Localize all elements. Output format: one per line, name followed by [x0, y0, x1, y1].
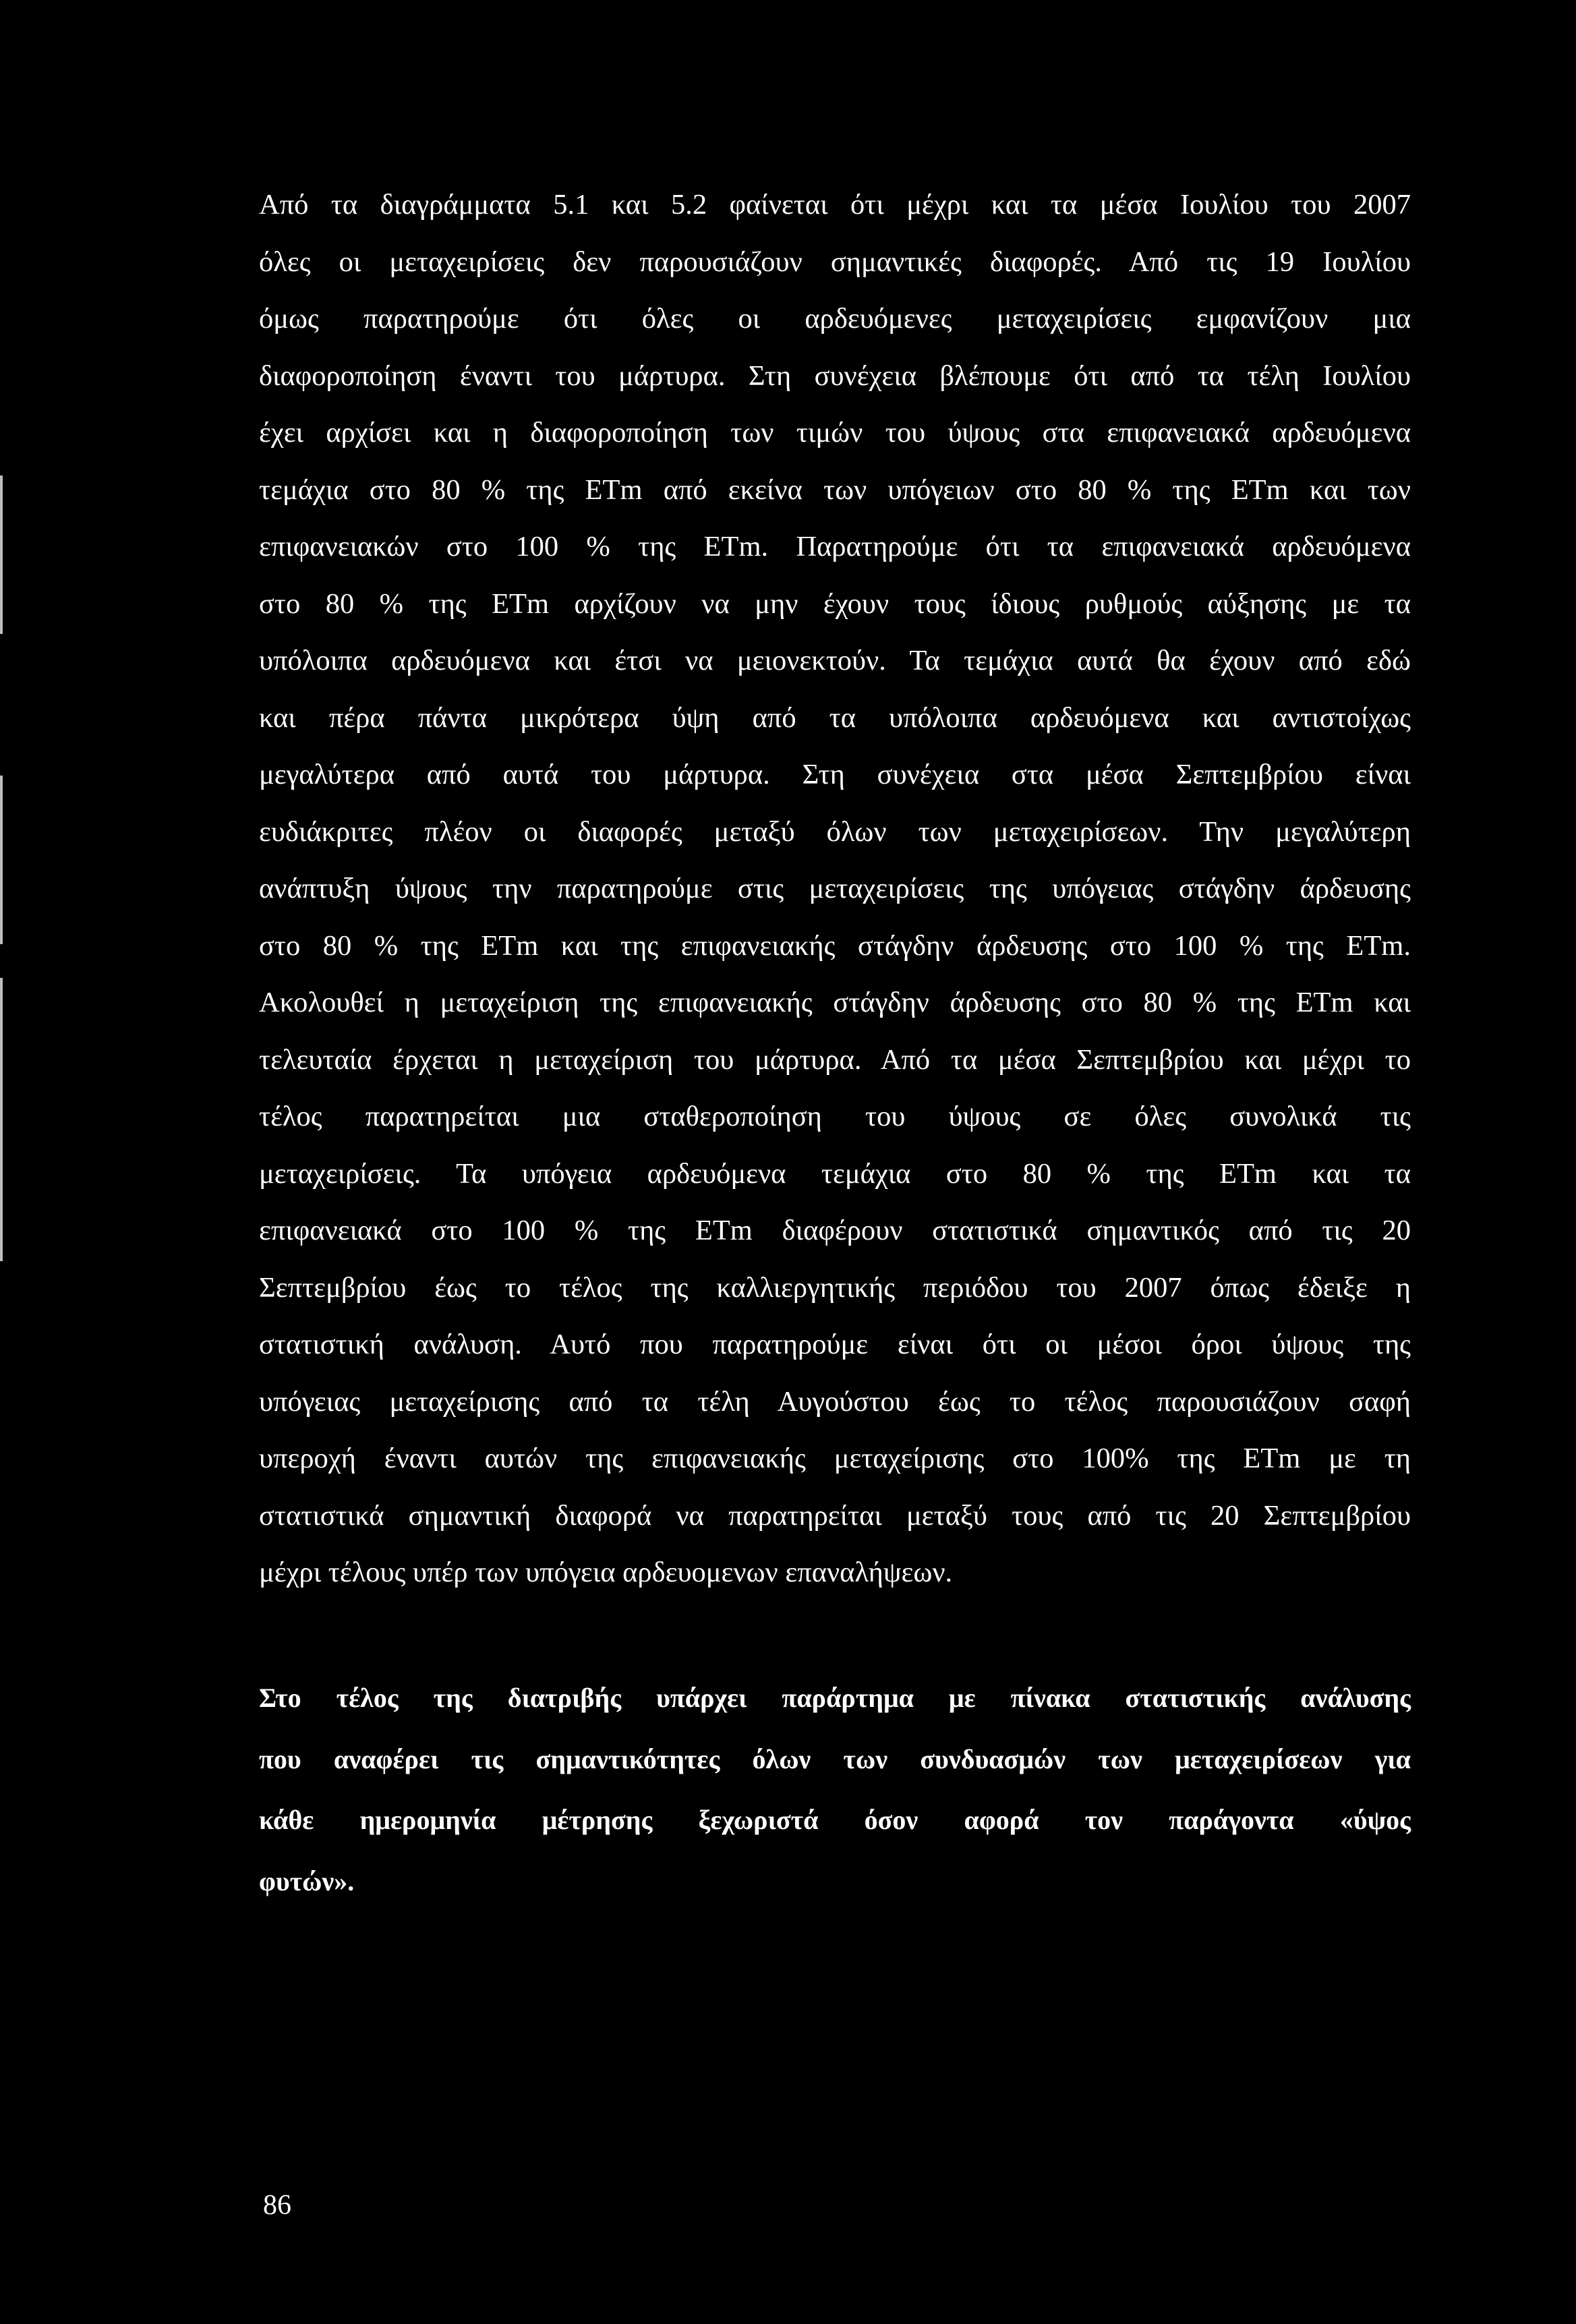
paragraph-line: έχει αρχίσει και η διαφοροποίηση των τιμών του ύψους στα επιφανειακά αρδευόμενα — [259, 417, 1411, 448]
paragraph-line: Ακολουθεί η μεταχείριση της επιφανειακής στάγδην άρδευσης στο 80 % της ETm και — [259, 987, 1411, 1018]
paragraph-line: μέχρι τέλους υπέρ των υπόγεια αρδευομενων επαναλήψεων. — [259, 1557, 953, 1588]
paragraph-line: Από τα διαγράμματα 5.1 και 5.2 φαίνεται ότι μέχρι και τα μέσα Ιουλίου του 2007 — [259, 189, 1411, 221]
paragraph-line: τεμάχια στο 80 % της ETm από εκείνα των υπόγειων στο 80 % της ETm και των — [259, 473, 1411, 506]
paragraph-line: υπόλοιπα αρδευόμενα και έτσι να μειονεκτούν. Τα τεμάχια αυτά θα έχουν από εδώ — [259, 645, 1411, 676]
appendix-note — [259, 1668, 1411, 1912]
paragraph-line: όλες οι μεταχειρίσεις δεν παρουσιάζουν σημαντικές διαφορές. Από τις 19 Ιουλίου — [259, 245, 1411, 278]
paragraph-line: διαφοροποίηση έναντι του μάρτυρα. Στη συνέχεια βλέπουμε ότι από τα τέλη Ιουλίου — [259, 359, 1411, 392]
paragraph-line: Σεπτεμβρίου έως το τέλος της καλλιεργητικής περιόδου του 2007 όπως έδειξε η — [259, 1271, 1411, 1304]
scan-edge-mark — [0, 475, 3, 634]
paragraph-line: τέλος παρατηρείται μια σταθεροποίηση του ύψους σε όλες συνολικά τις — [259, 1101, 1411, 1132]
note-line: κάθε ημερομηνία μέτρησης ξεχωριστά όσον αφορά τον παράγοντα «ύψος — [259, 1805, 1411, 1835]
paragraph-line: επιφανειακών στο 100 % της ETm. Παρατηρούμε ότι τα επιφανειακά αρδευόμενα — [259, 531, 1411, 562]
paragraph-line: και πέρα πάντα μικρότερα ύψη από τα υπόλοιπα αρδευόμενα και αντιστοίχως — [259, 701, 1411, 734]
paragraph-line: μεγαλύτερα από αυτά του μάρτυρα. Στη συνέχεια στα μέσα Σεπτεμβρίου είναι — [259, 759, 1411, 790]
paragraph-line: υπεροχή έναντι αυτών της επιφανειακής μεταχείρισης στο 100% της ETm με τη — [259, 1443, 1411, 1474]
paragraph-line: στο 80 % της ETm και της επιφανειακής στάγδην άρδευσης στο 100 % της ETm. — [259, 929, 1411, 962]
paragraph-line: στατιστική ανάλυση. Αυτό που παρατηρούμε είναι ότι οι μέσοι όροι ύψους της — [259, 1329, 1411, 1360]
main-paragraph — [259, 177, 1411, 1602]
paragraph-line: υπόγειας μεταχείρισης από τα τέλη Αυγούστου έως το τέλος παρουσιάζουν σαφή — [259, 1385, 1411, 1418]
scan-edge-mark — [0, 776, 3, 944]
paragraph-line: στατιστικά σημαντική διαφορά να παρατηρείται μεταξύ τους από τις 20 Σεπτεμβρίου — [259, 1499, 1411, 1532]
paragraph-line: όμως παρατηρούμε ότι όλες οι αρδευόμενες μεταχειρίσεις εμφανίζουν μια — [259, 303, 1411, 335]
paragraph-line: μεταχειρίσεις. Τα υπόγεια αρδευόμενα τεμάχια στο 80 % της ETm και τα — [259, 1157, 1411, 1190]
paragraph-line: ανάπτυξη ύψους την παρατηρούμε στις μεταχειρίσεις της υπόγειας στάγδην άρδευσης — [259, 873, 1411, 904]
note-line: Στο τέλος της διατριβής υπάρχει παράρτημα με πίνακα στατιστικής ανάλυσης — [259, 1683, 1411, 1713]
page-number: 86 — [263, 2190, 291, 2221]
paragraph-line: στο 80 % της ETm αρχίζουν να μην έχουν τους ίδιους ρυθμούς αύξησης με τα — [259, 587, 1411, 620]
paragraph-line: επιφανειακά στο 100 % της ETm διαφέρουν στατιστικά σημαντικός από τις 20 — [259, 1215, 1411, 1246]
paragraph-line: τελευταία έρχεται η μεταχείριση του μάρτυρα. Από τα μέσα Σεπτεμβρίου και μέχρι το — [259, 1043, 1411, 1076]
note-line: που αναφέρει τις σημαντικότητες όλων των συνδυασμών των μεταχειρίσεων για — [259, 1743, 1411, 1774]
note-line: φυτών». — [259, 1865, 355, 1896]
paragraph-line: ευδιάκριτες πλέον οι διαφορές μεταξύ όλων των μεταχειρίσεων. Την μεγαλύτερη — [259, 815, 1411, 848]
scan-edge-mark — [0, 978, 3, 1261]
